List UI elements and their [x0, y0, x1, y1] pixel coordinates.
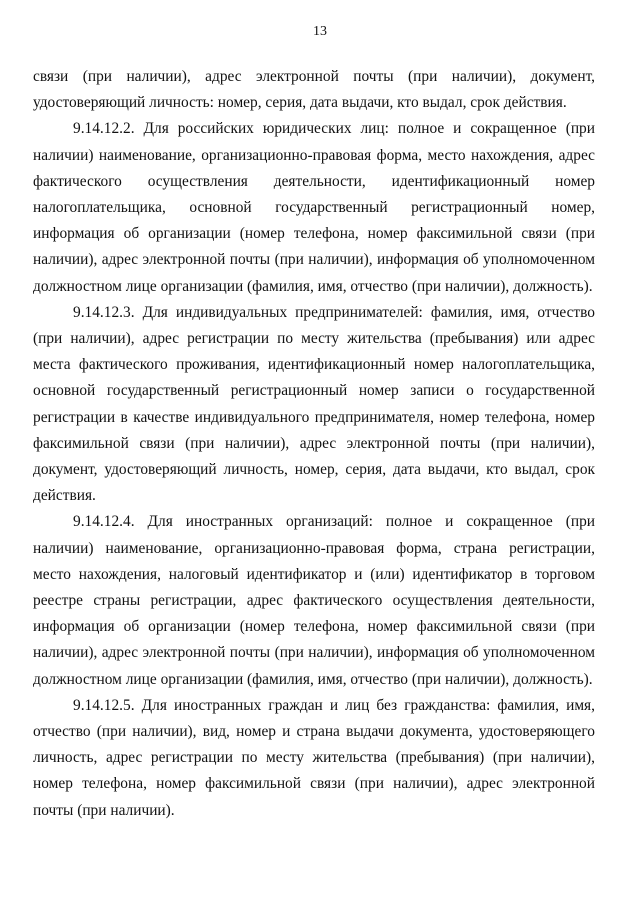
paragraph-9-14-12-5	[33, 693, 595, 824]
text-line: места фактического проживания, идентификационный номер налогоплательщика,	[33, 356, 595, 374]
text-line: номер телефона, номер факсимильной связи (при наличии), адрес электронной	[33, 775, 595, 793]
text-line: регистрации в качестве индивидуального предпринимателя, номер телефона, номер	[33, 408, 595, 426]
text-line: должностном лице организации (фамилия, имя, отчество (при наличии), должность).	[33, 277, 593, 295]
paragraph-continuation	[33, 64, 595, 116]
text-line: 9.14.12.4. Для иностранных организаций: полное и сокращенное (при	[73, 513, 595, 531]
text-line: налогоплательщика, основной государственный регистрационный номер,	[33, 199, 595, 217]
text-line: информация об организации (номер телефона, номер факсимильной связи (при	[33, 225, 595, 243]
text-line: факсимильной связи (при наличии), адрес электронной почты (при наличии),	[33, 434, 595, 452]
text-line: информация об организации (номер телефона, номер факсимильной связи (при	[33, 618, 595, 636]
text-line: почты (при наличии).	[33, 801, 175, 819]
text-line: 9.14.12.2. Для российских юридических лиц: полное и сокращенное (при	[73, 120, 595, 138]
text-line: наличии) наименование, организационно-правовая форма, страна регистрации,	[33, 539, 595, 557]
text-line: действия.	[33, 487, 96, 505]
text-line: должностном лице организации (фамилия, имя, отчество (при наличии), должность).	[33, 670, 593, 688]
paragraph-9-14-12-2	[33, 116, 595, 299]
text-line: (при наличии), адрес регистрации по месту жительства (пребывания) или адрес	[33, 330, 595, 348]
text-line: фактического осуществления деятельности, идентификационный номер	[33, 172, 595, 190]
text-line: документ, удостоверяющий личность, номер, серия, дата выдачи, кто выдал, срок	[33, 461, 595, 479]
text-line: 9.14.12.3. Для индивидуальных предпринимателей: фамилия, имя, отчество	[73, 303, 595, 321]
text-line: личность, адрес регистрации по месту жительства (пребывания) (при наличии),	[33, 749, 595, 767]
page-number: 13	[313, 24, 327, 39]
text-line: место нахождения, налоговый идентификатор и (или) идентификатор в торговом	[33, 565, 595, 583]
text-line: наличии), адрес электронной почты (при наличии), информация об уполномоченном	[33, 644, 595, 662]
text-line: удостоверяющий личность: номер, серия, дата выдачи, кто выдал, срок действия.	[33, 94, 567, 112]
text-line: наличии), адрес электронной почты (при наличии), информация об уполномоченном	[33, 251, 595, 269]
paragraph-9-14-12-3	[33, 300, 595, 510]
text-line: наличии) наименование, организационно-правовая форма, место нахождения, адрес	[33, 146, 595, 164]
text-line: связи (при наличии), адрес электронной почты (при наличии), документ,	[33, 68, 595, 85]
paragraph-9-14-12-4	[33, 509, 595, 692]
document-body	[33, 64, 595, 824]
text-line: реестре страны регистрации, адрес фактического осуществления деятельности,	[33, 592, 595, 610]
text-line: отчество (при наличии), вид, номер и страна выдачи документа, удостоверяющего	[33, 723, 595, 741]
text-line: основной государственный регистрационный номер записи о государственной	[33, 382, 595, 400]
text-line: 9.14.12.5. Для иностранных граждан и лиц без гражданства: фамилия, имя,	[73, 696, 595, 714]
